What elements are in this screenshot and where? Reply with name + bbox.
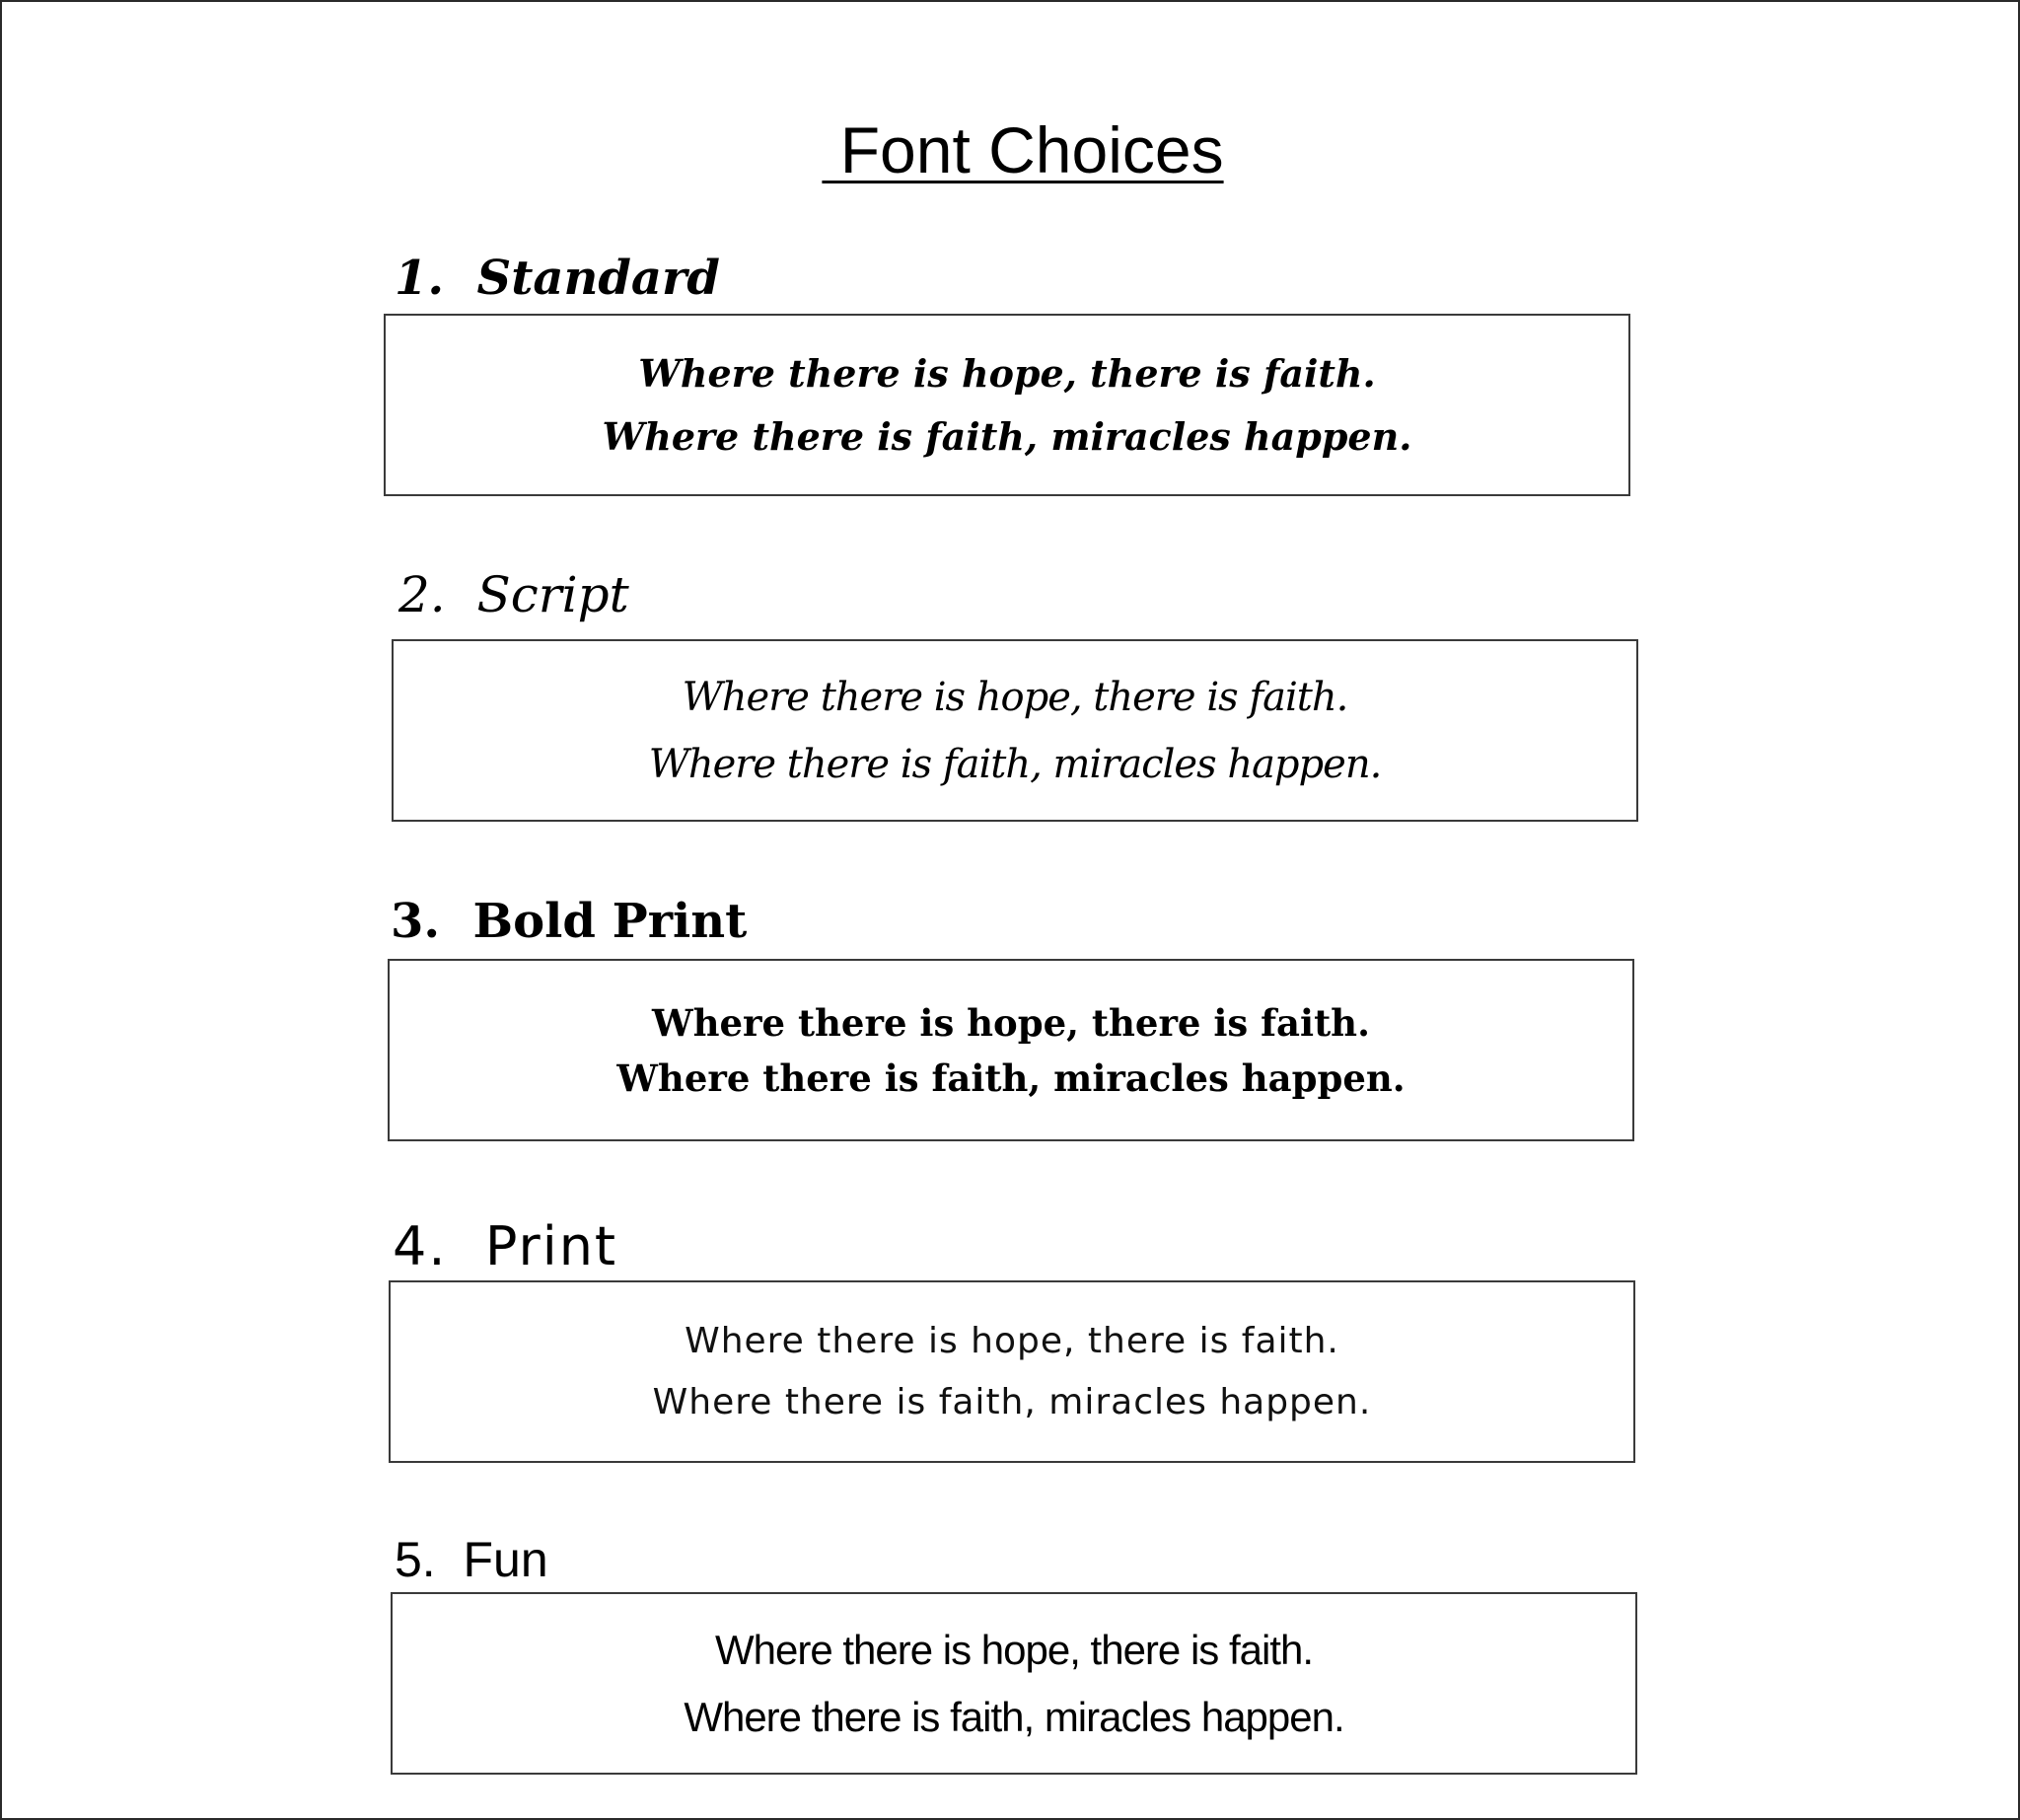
sample-line: Where there is faith, miracles happen. [684, 1693, 1344, 1740]
sample-box-standard [384, 314, 1630, 496]
section-heading-fun [395, 1531, 548, 1588]
page-title: Font Choices [822, 113, 1224, 186]
section-name: Print [484, 1215, 618, 1277]
sample-line: Where there is hope, there is faith. [652, 1000, 1370, 1045]
section-number: 2. [398, 566, 446, 623]
section-name: Bold Print [472, 894, 748, 949]
sample-line: Where there is faith, miracles happen. [616, 1056, 1406, 1100]
section-name: Script [476, 566, 629, 623]
section-heading-script [398, 566, 629, 623]
sample-box-fun [391, 1592, 1637, 1775]
sample-line: Where there is hope, there is faith. [682, 674, 1348, 720]
section-name: Standard [476, 251, 720, 306]
section-number: 5. [395, 1532, 436, 1587]
sample-box-script [392, 639, 1638, 822]
section-heading-print [393, 1215, 617, 1277]
section-heading-bold-print [391, 894, 747, 949]
sample-box-print [389, 1280, 1635, 1463]
sample-line: Where there is hope, there is faith. [715, 1626, 1313, 1673]
section-number: 1. [395, 251, 445, 306]
sample-box-bold-print [388, 959, 1634, 1141]
sample-line: Where there is hope, there is faith. [638, 350, 1376, 396]
section-heading-standard [395, 251, 720, 306]
sample-line: Where there is faith, miracles happen. [648, 741, 1382, 787]
section-name: Fun [463, 1532, 548, 1587]
sample-line: Where there is faith, miracles happen. [652, 1381, 1372, 1422]
sample-line: Where there is hope, there is faith. [685, 1320, 1339, 1361]
section-number: 4. [393, 1215, 448, 1277]
section-number: 3. [391, 894, 441, 949]
sample-line: Where there is faith, miracles happen. [602, 413, 1412, 459]
